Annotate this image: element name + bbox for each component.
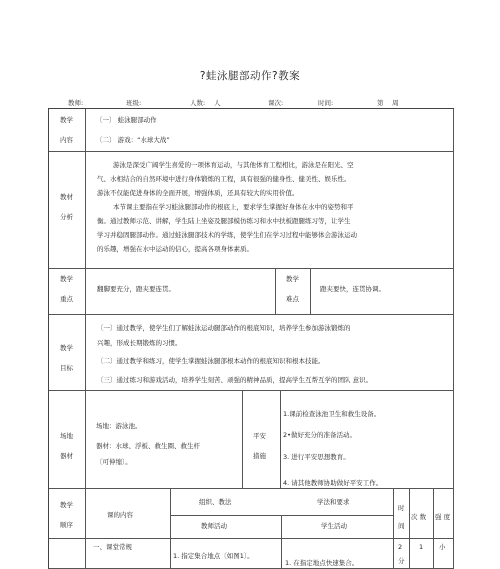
- goal-line: 兴趣，形成长期锻炼的习惯。: [97, 339, 182, 347]
- content-label: 教学: [60, 116, 73, 124]
- row-divider: [49, 151, 454, 152]
- venue-place: 场地：游泳池。: [96, 422, 142, 430]
- venue-equipment: 器材：水球、浮板、救生圈、救生杆: [96, 442, 200, 450]
- safety-item: 4. 请其他教师协助做好平安工作。: [283, 479, 383, 487]
- goal-line: 〔三〕通过练习和游戏活动，培养学生刻苦、顽强的精神品质，提高学生互帮互学的团队 意识。: [97, 376, 373, 384]
- row-content: 一、课堂常规: [93, 543, 132, 551]
- safety-item: 2•做好充分的准备活动。: [283, 431, 356, 439]
- row-divider: [49, 314, 454, 315]
- analysis-line: 游泳是深受广阔学生喜爱的一项体育运动，与其他体育工程相比，游泳是在阳光、空: [113, 161, 354, 169]
- safety-label: 平安: [253, 432, 266, 440]
- procedure-label: 教学: [60, 501, 73, 509]
- key-point-label: 重点: [60, 295, 73, 303]
- col-divider: [170, 488, 171, 569]
- col-divider: [85, 109, 86, 569]
- row-count: 1: [419, 543, 424, 551]
- procedure-label: 顺序: [60, 521, 73, 529]
- venue-label: 场地: [60, 432, 73, 440]
- analysis-label: 教材: [60, 193, 73, 201]
- col-header-count: 次 数: [411, 513, 427, 521]
- content-label: 内容: [60, 136, 73, 144]
- analysis-line: 本节课主要指在学习蛙泳腿部动作的根底上，要求学生掌握好身体在水中的姿势和平: [113, 203, 354, 211]
- venue-label: 器材: [60, 452, 73, 460]
- goal-line: 〔一〕通过教学，使学生们了解蛙泳运动腿部动作的根底知识，培养学生参加游泳锻炼的: [97, 324, 351, 332]
- content-item: 〔一〕 蛙泳腿部动作: [96, 116, 157, 124]
- col-divider: [242, 390, 243, 488]
- col-header-student: 学生活动: [321, 522, 347, 530]
- col-divider: [310, 268, 311, 314]
- safety-item: 3. 进行平安思想教育。: [283, 453, 350, 461]
- goal-line: 〔二〕通过教学和练习，使学生掌握蛙泳腿部根本动作的根底知识和根本技能。: [97, 357, 325, 365]
- analysis-label: 分析: [60, 213, 73, 221]
- col-divider: [409, 488, 410, 569]
- col-header-org: 组织、教法: [199, 498, 232, 506]
- time-label: 时间:: [318, 99, 334, 107]
- count-label: 人数:: [190, 99, 206, 107]
- page-title: ?蛙泳腿部动作?教案: [199, 70, 301, 82]
- analysis-line: 气、水相结合的自然环境中进行身体锻炼的工程，具有很强的健身性、健美性、娱乐性。: [97, 175, 351, 183]
- col-header-strength: 强 度: [435, 513, 451, 521]
- col-divider: [453, 109, 454, 569]
- col-divider: [280, 390, 281, 488]
- content-item: 〔二〕 游戏：“水球大战”: [96, 136, 170, 144]
- analysis-line: 的乐趣，增强在水中运动的信心，提高各项身体素质。: [97, 245, 253, 253]
- goals-label: 目标: [60, 364, 73, 372]
- key-point-text: 翻脚要充分，蹬夹要连贯。: [97, 285, 175, 293]
- col-header-time: 时: [398, 504, 405, 512]
- row-student-activity: 1. 在指定地点快速集合。: [285, 559, 359, 567]
- safety-label: 措施: [253, 452, 266, 460]
- col-divider: [393, 488, 394, 569]
- row-time: 2: [398, 543, 403, 551]
- difficulty-text: 蹬夹要快，连贯协调。: [320, 285, 385, 293]
- col-header-method: 学法和要求: [317, 498, 350, 506]
- row-divider: [49, 390, 454, 391]
- difficulty-label: 教学: [286, 275, 299, 283]
- col-divider: [281, 515, 282, 569]
- count-unit: 人: [214, 99, 221, 107]
- venue-equipment: 〔可伸缩〕。: [96, 458, 132, 466]
- lesson-plan-table: [48, 108, 454, 569]
- col-header-teacher: 教师活动: [201, 522, 227, 530]
- row-divider: [49, 268, 454, 269]
- col-divider: [275, 268, 276, 314]
- col-header-time: 间: [398, 522, 405, 530]
- lesson-label: 课次:: [268, 99, 284, 107]
- goals-label: 教学: [60, 344, 73, 352]
- row-time: 分: [398, 557, 405, 565]
- col-divider: [433, 488, 434, 569]
- week-unit: 周: [392, 99, 399, 107]
- analysis-line: 游泳不仅能促进身体的全面开展，增强体质，还具有较大的实用价值。: [97, 189, 299, 197]
- analysis-line: 学习并稳固腿部动作。通过蛙泳腿部技术的学练，使学生们在学习过程中能够体会游泳运动: [97, 231, 357, 239]
- row-strength: 小: [439, 543, 446, 551]
- difficulty-label: 难点: [286, 295, 299, 303]
- safety-item: 1.课前检查泳池卫生和救生设备。: [283, 410, 381, 418]
- row-teacher-activity: 1. 指定集合地点〔如图1〕。: [173, 552, 254, 560]
- class-label: 班级:: [126, 99, 142, 107]
- col-header-content: 课的内容: [107, 511, 133, 519]
- analysis-line: 衡。通过教师示范、讲解，学生陆上坐姿及腿部模仿练习和水中扶板蹬腿练习等，让学生: [97, 217, 351, 225]
- teacher-label: 教师:: [68, 99, 84, 107]
- week-label: 第: [377, 99, 384, 107]
- key-point-label: 教学: [60, 275, 73, 283]
